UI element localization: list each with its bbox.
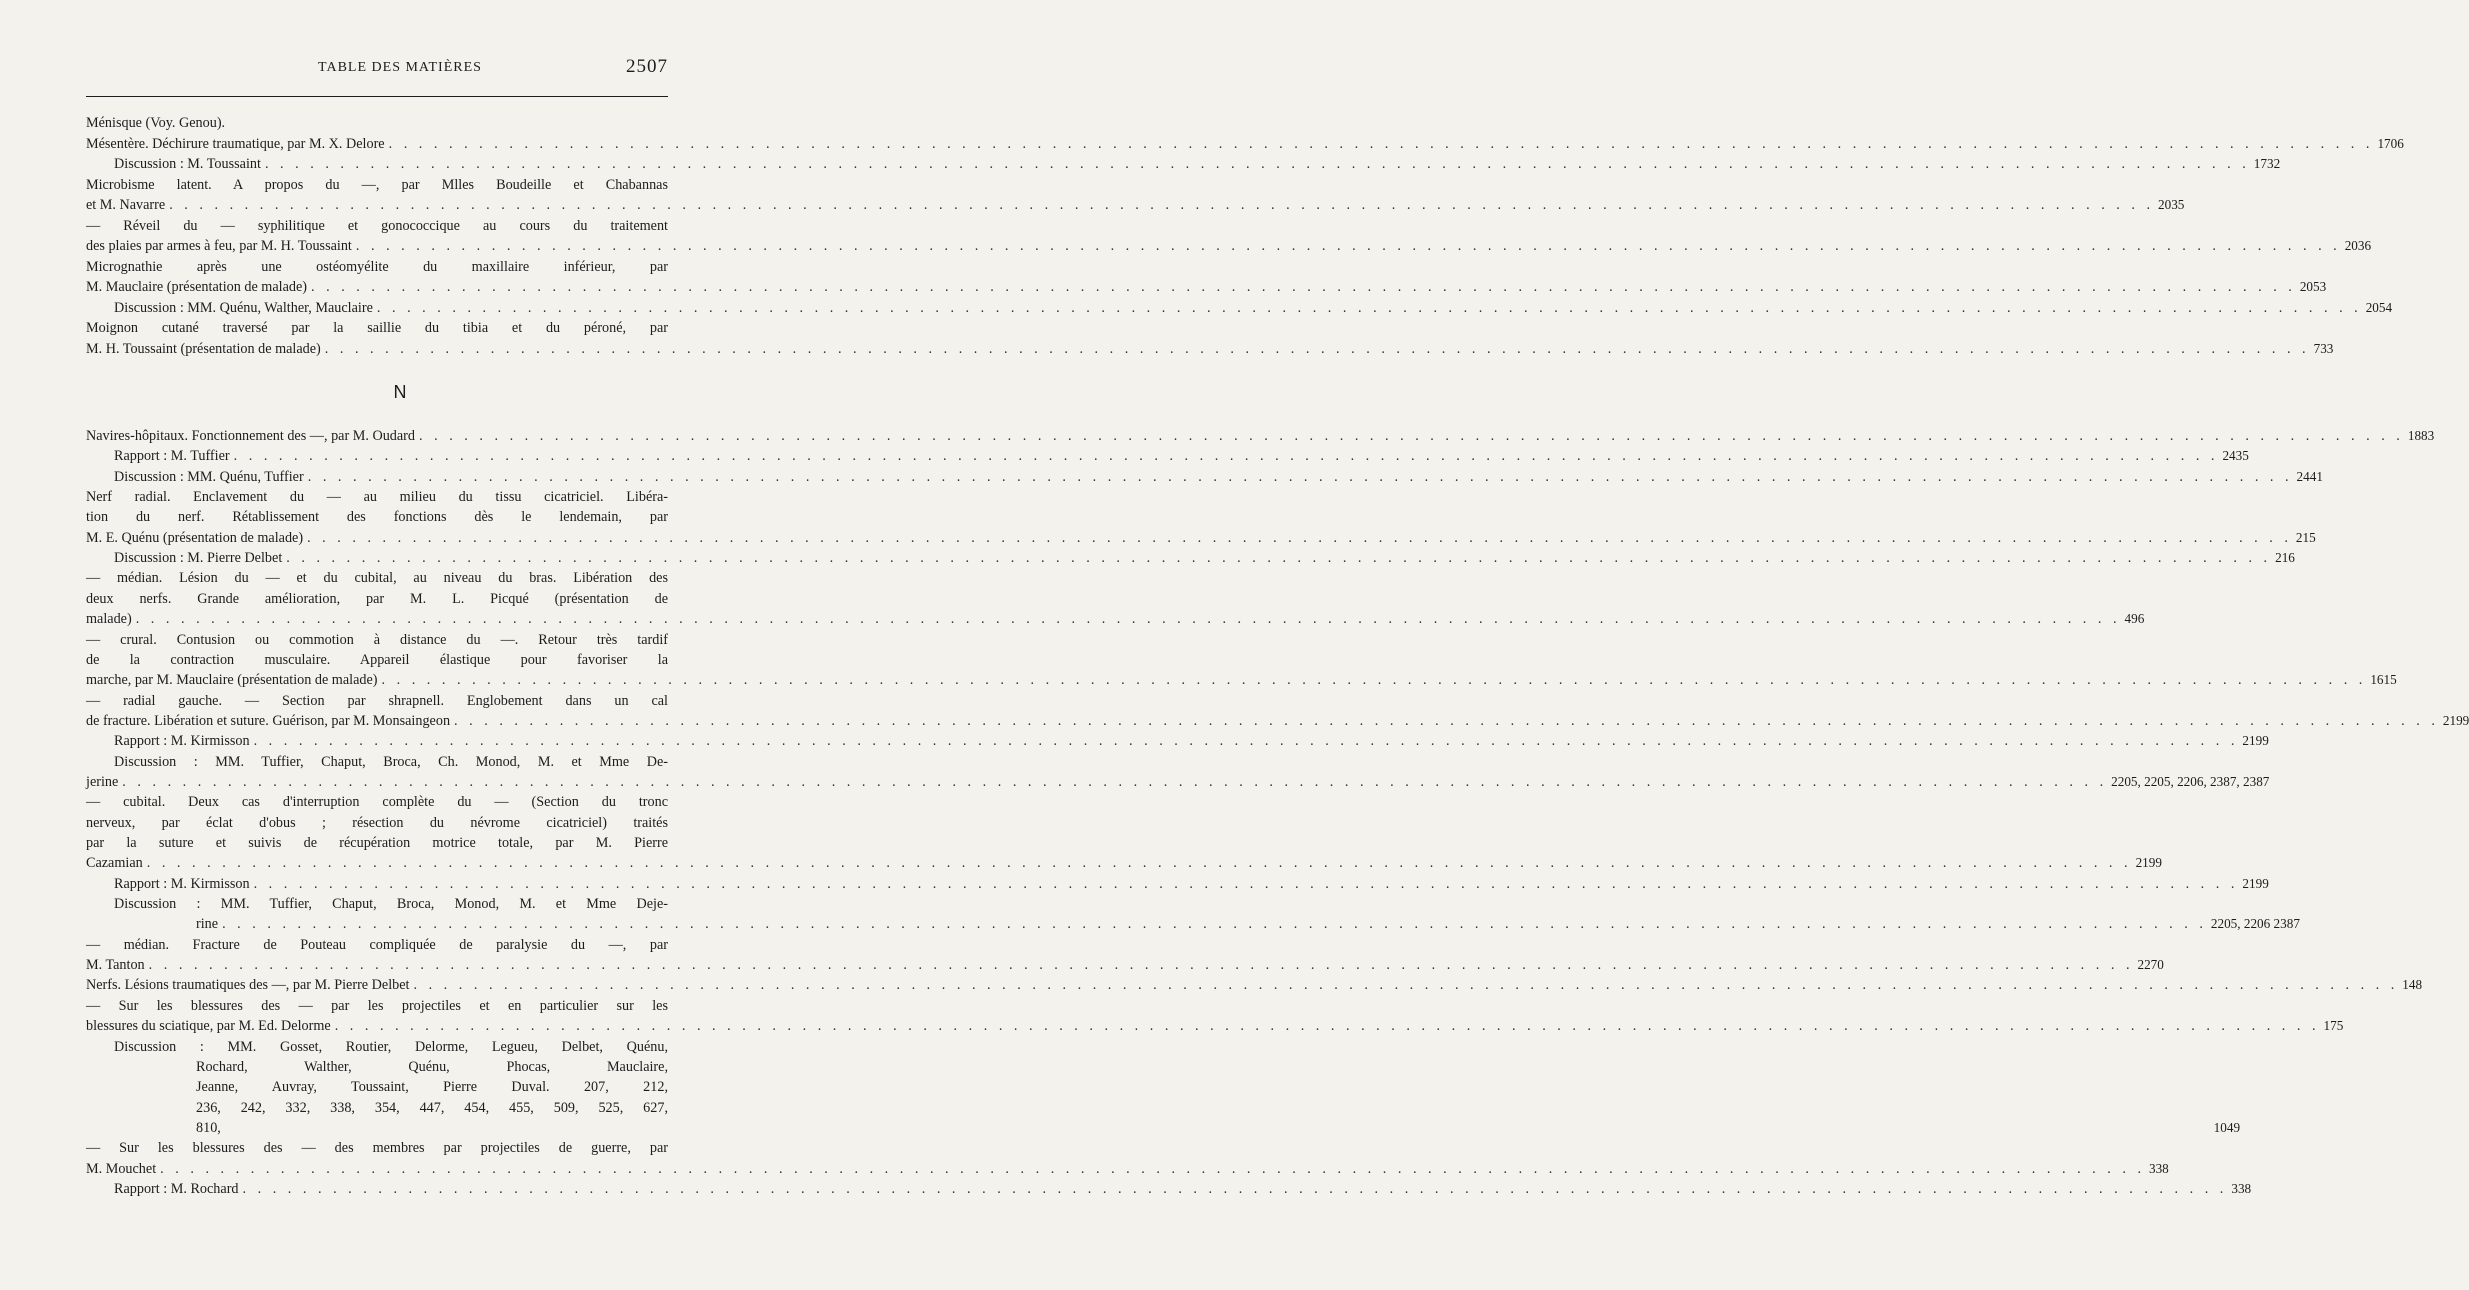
entry-page-ref: 2053 (2299, 279, 2327, 294)
entry-text: M. Mouchet (86, 1160, 157, 1177)
entry-page-ref: 1732 (2253, 156, 2281, 171)
entry-page-ref: 496 (2124, 611, 2145, 627)
entry-page-ref: 2199 (2135, 855, 2162, 871)
entry-page-ref: 1615 (2370, 672, 2397, 688)
entry-text: marche, par M. Mauclaire (présentation de malade) (86, 672, 378, 689)
entry-text: Rapport : M. Kirmisson (114, 733, 250, 750)
index-entry-line (86, 194, 2185, 216)
entry-text: Discussion : MM. Quénu, Walther, Mauclaire (114, 299, 373, 316)
entry-text: deux nerfs. Grande amélioration, par M. L. Picqué (présentation de (86, 590, 668, 607)
entry-text: M. Mauclaire (présentation de malade) (86, 279, 307, 295)
dot-leader (230, 445, 2223, 467)
index-entry-line (86, 934, 668, 956)
index-entry-line (86, 852, 2162, 874)
entry-text: Rapport : M. Rochard (114, 1180, 239, 1197)
entry-text: des plaies par armes à feu, par M. H. Toussaint (86, 238, 352, 254)
index-entry-line (86, 771, 2270, 793)
entry-text: Micrognathie après une ostéomyélite du maxillaire inférieur, par (86, 258, 668, 275)
index-entry-line (86, 506, 668, 528)
entry-page-ref: 2199 (2242, 733, 2269, 749)
index-entry-line (86, 338, 2334, 360)
entry-text: et M. Navarre (86, 197, 166, 213)
dot-leader (239, 1178, 2232, 1200)
index-entry-line (86, 710, 2469, 732)
entry-page-ref: 2036 (2344, 238, 2372, 253)
entry-text: Rapport : M. Kirmisson (114, 875, 250, 892)
index-entry-line (86, 1015, 2344, 1037)
entry-text: — médian. Fracture de Pouteau compliquée de paralysie du —, par (86, 936, 668, 953)
entry-text: — Sur les blessures des — par les projectiles et en particulier sur les (86, 997, 668, 1014)
index-entry-line (86, 690, 668, 712)
entry-text: malade) (86, 611, 132, 628)
entry-text: — Réveil du — syphilitique et gonococcique au cours du traitement (86, 217, 668, 234)
index-entry-line (114, 1178, 2252, 1200)
index-entry-line (196, 1117, 2241, 1139)
entry-text: Nerf radial. Enclavement du — au milieu du tissu cicatriciel. Libéra- (86, 489, 668, 506)
index-entry-line (86, 1137, 668, 1159)
index-entry-line (114, 153, 2281, 175)
index-entry-line (196, 913, 2300, 935)
entry-page-ref: 338 (2231, 1180, 2252, 1196)
entry-text: — médian. Lésion du — et du cubital, au niveau du bras. Libération des (86, 570, 668, 587)
dot-leader (132, 608, 2125, 630)
index-entry-line (86, 256, 668, 278)
dot-leader (415, 425, 2408, 447)
entry-text: 236, 242, 332, 338, 354, 447, 454, 455, 509, 525, 627, (196, 1099, 668, 1116)
dot-leader (156, 1158, 2149, 1180)
page-number: 2507 (626, 56, 668, 77)
index-entry-line (86, 954, 2164, 976)
index-entry-line (114, 751, 668, 773)
header-rule (86, 96, 668, 97)
entry-text: — crural. Contusion ou commotion à distance du —. Retour très tardif (86, 631, 668, 648)
index-entry-line (86, 215, 668, 237)
entry-text: Microbisme latent. A propos du —, par Mlles Boudeille et Chabannas (86, 176, 668, 193)
entry-page-ref: 2441 (2296, 468, 2323, 484)
entry-text: — radial gauche. — Section par shrapnell. Englobement dans un cal (86, 692, 668, 709)
entry-text: Discussion : M. Toussaint (114, 156, 261, 172)
index-entry-line (196, 1076, 668, 1098)
dot-leader (331, 1015, 2324, 1037)
entry-text: M. E. Quénu (présentation de malade) (86, 529, 304, 546)
entry-page-ref: 2205, 2205, 2206, 2387, 2387 (2111, 773, 2270, 789)
entry-text: nerveux, par éclat d'obus ; résection du névrome cicatriciel) traités (86, 814, 668, 831)
dot-leader (118, 771, 2111, 793)
index-entry-line (86, 112, 668, 134)
entry-text: de fracture. Libération et suture. Guérison, par M. Monsaingeon (86, 712, 451, 729)
entry-text: Cazamian (86, 855, 143, 872)
entry-page-ref: 1883 (2407, 428, 2435, 443)
index-entry-line (86, 832, 668, 854)
dot-leader (378, 669, 2371, 691)
entry-page-ref: 148 (2402, 977, 2423, 993)
index-entry-line (86, 995, 668, 1017)
dot-leader (250, 873, 2243, 895)
entry-page-ref: 215 (2295, 529, 2316, 545)
entry-text: Discussion : MM. Tuffier, Chaput, Broca, Ch. Monod, M. et Mme De- (114, 753, 668, 770)
index-entry-line (86, 133, 2404, 155)
index-entry-line (86, 608, 2145, 630)
entry-text: blessures du sciatique, par M. Ed. Delorme (86, 1018, 331, 1035)
entry-text: Discussion : MM. Quénu, Tuffier (114, 468, 304, 485)
entry-page-ref: 2205, 2206 2387 (2210, 916, 2300, 932)
entry-text: par la suture et suivis de récupération motrice totale, par M. Pierre (86, 835, 668, 851)
entry-page-ref: 2054 (2365, 299, 2393, 315)
index-entry-line (114, 730, 2269, 752)
dot-leader (409, 974, 2402, 996)
index-entry-line (114, 445, 2249, 467)
entry-text: Mésentère. Déchirure traumatique, par M. X. Delore (86, 135, 385, 152)
dot-leader (165, 194, 2158, 216)
index-entry-line (86, 486, 668, 508)
index-entry-line (86, 974, 2423, 996)
dot-leader (250, 730, 2243, 752)
dot-leader (373, 297, 2366, 319)
index-entry-line (114, 893, 668, 915)
dot-leader (282, 547, 2275, 569)
entry-text: Nerfs. Lésions traumatiques des —, par M. Pierre Delbet (86, 977, 410, 994)
entry-page-ref: 175 (2323, 1018, 2344, 1034)
entry-text: Discussion : M. Pierre Delbet (114, 550, 283, 567)
entry-text: Moignon cutané traversé par la saillie du tibia et du péroné, par (86, 320, 668, 336)
entry-text: Navires-hôpitaux. Fonctionnement des —, par M. Oudard (86, 428, 416, 444)
entry-page-ref: 216 (2275, 550, 2295, 566)
index-entry-line (86, 649, 668, 671)
entry-text: Discussion : MM. Gosset, Routier, Delorme, Legueu, Delbet, Quénu, (114, 1038, 668, 1055)
entry-text: M. Tanton (86, 957, 145, 974)
dot-leader (303, 527, 2296, 549)
index-entry-line (196, 1056, 668, 1078)
entry-text: Discussion : MM. Tuffier, Chaput, Broca, Monod, M. et Mme Deje- (114, 896, 668, 913)
dot-leader (385, 133, 2378, 155)
entry-text: 810, (196, 1119, 221, 1136)
entry-text: — Sur les blessures des — des membres par projectiles de guerre, par (86, 1140, 668, 1157)
index-entry-line (86, 174, 668, 196)
dot-leader (143, 852, 2136, 874)
index-entry-line (86, 1158, 2169, 1180)
index-entry-line (86, 629, 668, 651)
entry-page-ref: 733 (2313, 340, 2334, 356)
index-entry-line (86, 235, 2372, 257)
entry-page-ref: 2199 (2242, 875, 2269, 891)
entry-text: rine (196, 916, 219, 933)
dot-leader (352, 235, 2345, 257)
index-entry-line (86, 317, 668, 339)
index-entry-line (114, 547, 2295, 569)
entry-page-ref: 2035 (2158, 197, 2185, 212)
entry-text: tion du nerf. Rétablissement des fonctions dès le lendemain, par (86, 509, 668, 526)
dot-leader (307, 276, 2300, 298)
index-entry-line (114, 466, 2323, 488)
entry-text: Rapport : M. Tuffier (114, 448, 230, 465)
dot-leader (304, 466, 2297, 488)
index-entry-line (86, 276, 2327, 298)
index-entry-line (114, 1036, 668, 1058)
running-header-title: TABLE DES MATIÈRES (318, 60, 482, 75)
index-entry-line (86, 812, 668, 834)
entry-page-ref: 2270 (2137, 957, 2164, 973)
dot-leader (145, 954, 2138, 976)
index-entry-line (196, 1097, 668, 1119)
index-entry-line (86, 588, 668, 610)
entry-text: — cubital. Deux cas d'interruption complète du — (Section du tronc (86, 794, 668, 811)
index-entry-line (86, 425, 2435, 447)
entry-page-ref: 2435 (2222, 448, 2249, 464)
entry-text: M. H. Toussaint (présentation de malade) (86, 340, 321, 357)
entry-page-ref: 338 (2148, 1160, 2169, 1176)
index-entry-line (114, 873, 2269, 895)
section-letter: N (393, 382, 407, 402)
entry-text: Rochard, Walther, Quénu, Phocas, Mauclaire, (196, 1058, 668, 1075)
entry-page-ref: 2199 (2442, 712, 2469, 728)
entry-page-ref: 1706 (2377, 135, 2404, 151)
index-entry-line (86, 567, 668, 589)
entry-text: jerine (86, 773, 119, 790)
index-entry-line (86, 527, 2316, 549)
entry-text: Ménisque (Voy. Genou). (86, 115, 226, 131)
dot-leader (321, 338, 2314, 360)
index-entry-line (86, 791, 668, 813)
index-entry-line (86, 669, 2397, 691)
dot-leader (261, 153, 2254, 175)
dot-leader (218, 913, 2211, 935)
entry-text: de la contraction musculaire. Appareil élastique pour favoriser la (86, 651, 668, 668)
dot-leader (450, 710, 2443, 732)
index-entry-line (114, 297, 2393, 319)
entry-page-ref: 1049 (2213, 1119, 2241, 1135)
entry-text: Jeanne, Auvray, Toussaint, Pierre Duval. 207, 212, (196, 1079, 668, 1096)
